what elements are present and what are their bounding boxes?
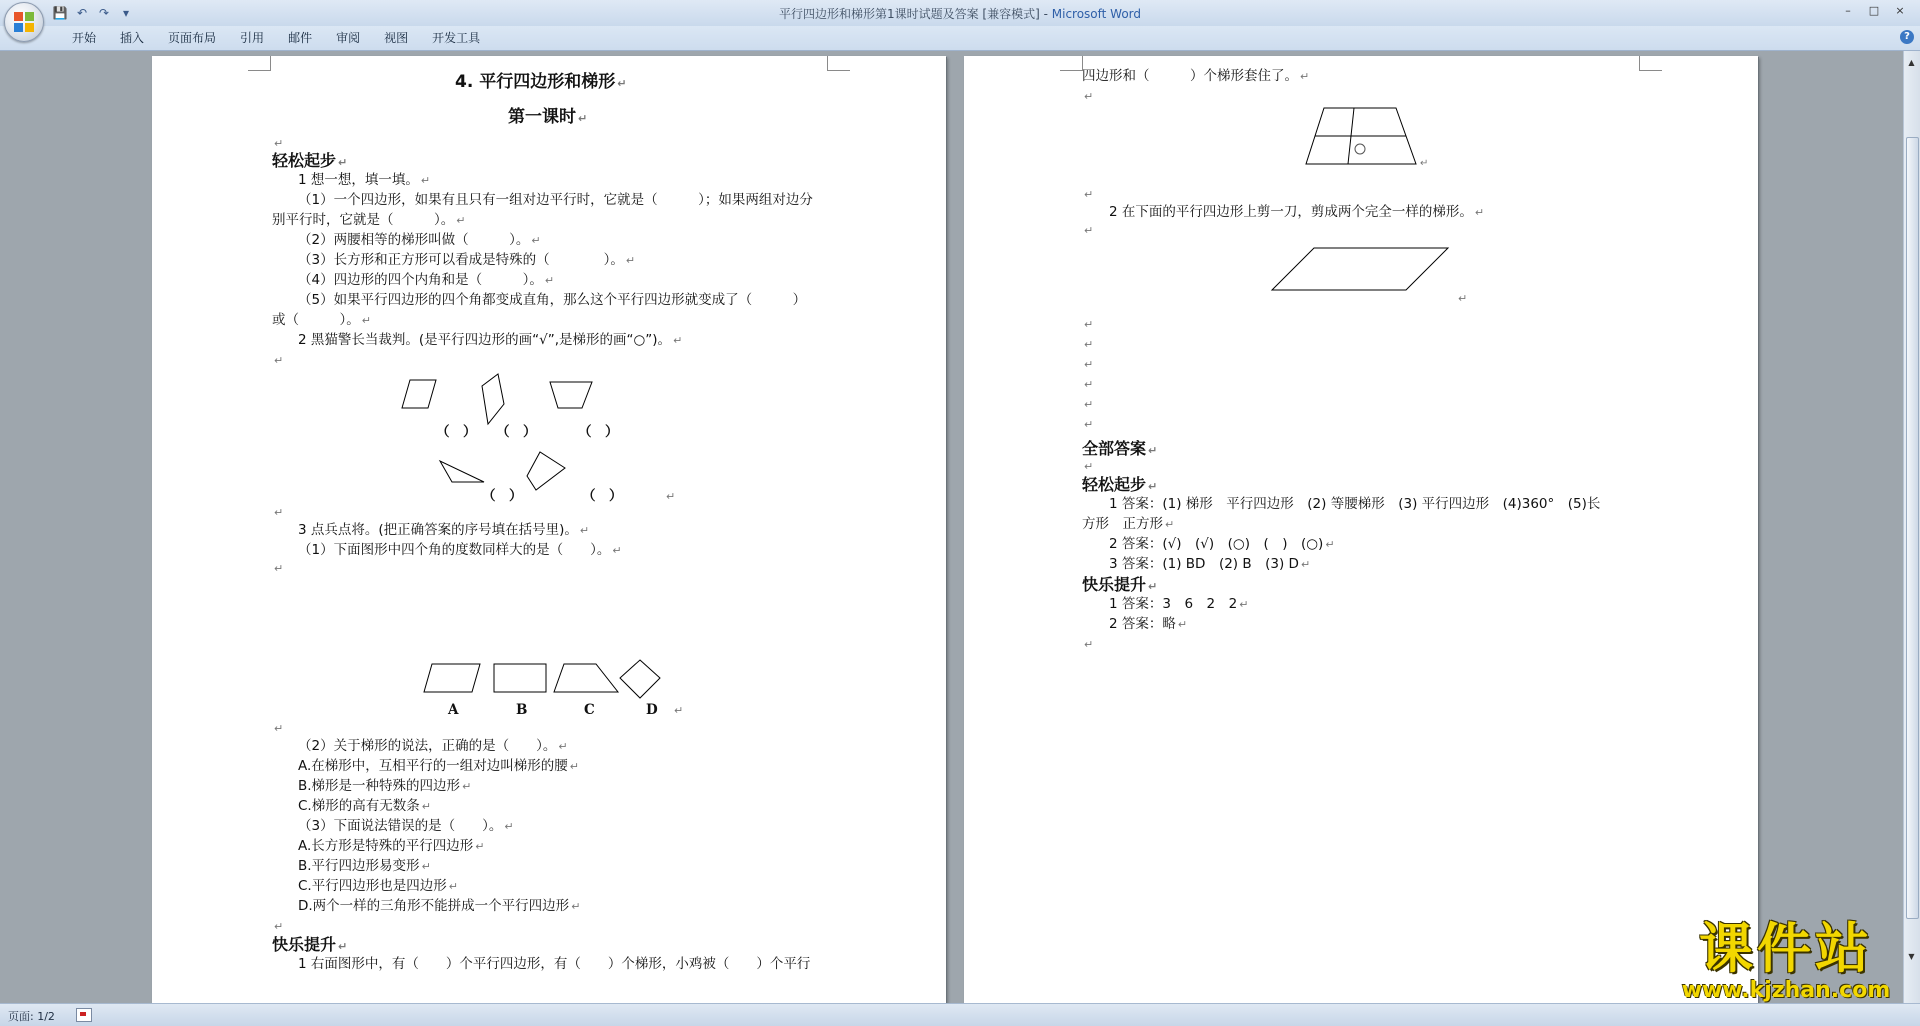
tab-references[interactable]: 引用 <box>240 31 265 45</box>
question-1-1: （1）一个四边形，如果有且只有一组对边平行时，它就是（ ）；如果两组对边分 <box>298 192 813 208</box>
question-1-4: （4）四边形的四个内角和是（ ）。 ↵ <box>298 272 555 288</box>
close-button[interactable]: × <box>1895 4 1905 17</box>
question-3-3: （3）下面说法错误的是（ ）。 ↵ <box>298 818 514 834</box>
trapezoid-figure-q4 <box>1304 106 1429 176</box>
minimize-button[interactable]: – <box>1845 4 1851 17</box>
page-1[interactable] <box>152 56 946 1006</box>
question-1-3: （3）长方形和正方形可以看成是特殊的（ ）。 ↵ <box>298 252 636 268</box>
empty-paragraph: ↵ <box>274 562 284 575</box>
empty-paragraph: ↵ <box>274 920 284 933</box>
crop-mark <box>1639 56 1662 71</box>
ribbon-tabs <box>60 30 492 46</box>
answer-5: 2 答案：略 ↵ <box>1109 616 1188 632</box>
tab-developer[interactable]: 开发工具 <box>432 31 481 45</box>
page-2[interactable] <box>964 56 1758 1006</box>
option-line: C.梯形的高有无数条 ↵ <box>298 798 431 814</box>
office-button[interactable] <box>4 2 44 42</box>
question-1-1-cont: 别平行时，它就是（ ）。 ↵ <box>272 212 466 228</box>
doc-title: 4. 平行四边形和梯形 ↵ <box>455 72 627 92</box>
status-bar <box>0 1003 1920 1026</box>
shapes-figure-q3 <box>422 660 662 700</box>
answer-blank: （ ） <box>482 488 523 504</box>
answer-blank: （ ） <box>582 488 623 504</box>
trapezoid-shape <box>550 382 592 408</box>
empty-paragraph: ↵ <box>674 704 684 717</box>
option-label-b: B <box>516 702 528 718</box>
tab-review[interactable]: 审阅 <box>336 31 361 45</box>
window-controls <box>1836 3 1912 19</box>
answer-1-cont: 方形 正方形 ↵ <box>1082 516 1175 532</box>
app-name: Microsoft Word <box>1051 7 1142 21</box>
section-heading: 轻松起步 ↵ <box>1082 475 1158 494</box>
option-line: D.两个一样的三角形不能拼成一个平行四边形 ↵ <box>298 898 581 914</box>
answer-blank: （ ） <box>436 424 477 440</box>
help-icon[interactable]: ? <box>1900 30 1914 44</box>
triangle-shape <box>440 461 484 482</box>
empty-paragraph: ↵ <box>274 137 284 150</box>
crop-mark <box>827 56 850 71</box>
scrollbar-thumb[interactable] <box>1906 137 1919 919</box>
tab-mailings[interactable]: 邮件 <box>288 31 313 45</box>
section-heading: 快乐提升 ↵ <box>1082 575 1158 594</box>
option-line: A.在梯形中，互相平行的一组对边叫梯形的腰 ↵ <box>298 758 580 774</box>
empty-paragraph: ↵ <box>1084 224 1094 237</box>
document-title: 平行四边形和梯形第1课时试题及答案 [兼容模式] - <box>778 7 1052 21</box>
question-1-2: （2）两腰相等的梯形叫做（ ）。 ↵ <box>298 232 541 248</box>
empty-paragraph: ↵ <box>1084 358 1094 371</box>
empty-paragraph: ↵ <box>1458 292 1468 305</box>
question-3-intro: 3 点兵点将。(把正确答案的序号填在括号里)。 ↵ <box>298 522 590 538</box>
question-1-5: （5）如果平行四边形的四个角都变成直角，那么这个平行四边形就变成了（ ） <box>298 292 807 308</box>
answer-2: 2 答案：(√) (√) (○) ( ) (○) ↵ <box>1109 536 1335 552</box>
option-label-c: C <box>584 702 595 718</box>
answer-1: 1 答案：(1) 梯形 平行四边形 (2) 等腰梯形 (3) 平行四边形 (4)360° (5)长 <box>1109 496 1601 512</box>
redo-icon[interactable]: ↷ <box>98 6 110 20</box>
empty-paragraph: ↵ <box>1084 398 1094 411</box>
empty-paragraph: ↵ <box>1084 418 1094 431</box>
section-heading: 快乐提升 ↵ <box>272 935 348 954</box>
answers-heading: 全部答案 ↵ <box>1082 439 1158 458</box>
empty-paragraph: ↵ <box>1084 188 1094 201</box>
tab-home[interactable]: 开始 <box>72 31 97 45</box>
tab-insert[interactable]: 插入 <box>120 31 145 45</box>
watermark-logo <box>1668 917 1904 1010</box>
option-line: C.平行四边形也是四边形 ↵ <box>298 878 458 894</box>
svg-text:↵: ↵ <box>1420 158 1429 169</box>
window-title <box>0 5 1920 22</box>
question-1-5-cont: 或（ ）。 ↵ <box>272 312 371 328</box>
question-3-1: （1）下面图形中四个角的度数同样大的是（ ）。 ↵ <box>298 542 622 558</box>
crop-mark <box>1060 56 1083 71</box>
answer-4: 1 答案：3 6 2 2 ↵ <box>1109 596 1249 612</box>
question-2-intro: 2 黑猫警长当裁判。(是平行四边形的画“√”,是梯形的画“○”)。 ↵ <box>298 332 683 348</box>
empty-paragraph: ↵ <box>274 722 284 735</box>
page-count[interactable]: 页面: 1/2 <box>8 1010 55 1023</box>
empty-paragraph: ↵ <box>1084 460 1094 473</box>
empty-paragraph: ↵ <box>666 490 676 503</box>
undo-icon[interactable]: ↶ <box>76 6 88 20</box>
answer-blank: （ ） <box>496 424 537 440</box>
parallelogram-a-shape <box>424 664 480 692</box>
answer-3: 3 答案：(1) BD (2) B (3) D ↵ <box>1109 556 1311 572</box>
maximize-button[interactable]: □ <box>1868 4 1880 17</box>
rectangle-b-shape <box>494 664 546 692</box>
option-label-d: D <box>646 702 658 718</box>
square-d-shape <box>620 660 660 698</box>
tab-view[interactable]: 视图 <box>384 31 409 45</box>
ribbon <box>0 26 1920 51</box>
scroll-up-icon[interactable]: ▲ <box>1908 58 1915 67</box>
document-area <box>0 51 1904 1003</box>
empty-paragraph: ↵ <box>1084 378 1094 391</box>
section-heading: 轻松起步 ↵ <box>272 151 348 170</box>
option-label-a: A <box>448 702 459 718</box>
watermark-text: 课件站 <box>1699 917 1873 980</box>
proofing-icon[interactable] <box>76 1008 92 1022</box>
quadrilateral-shape <box>527 452 565 490</box>
vertical-scrollbar[interactable] <box>1903 51 1920 1003</box>
watermark-url: www.kjzhan.com <box>1681 978 1891 1003</box>
doc-subtitle: 第一课时 ↵ <box>508 107 588 127</box>
parallelogram-figure-q5 <box>1270 246 1450 300</box>
option-line: A.长方形是特殊的平行四边形 ↵ <box>298 838 485 854</box>
parallelogram-cut-shape <box>1272 248 1448 290</box>
empty-paragraph: ↵ <box>1084 318 1094 331</box>
question-4: 1 右面图形中，有（ ）个平行四边形，有（ ）个梯形，小鸡被（ ）个平行 <box>298 956 811 972</box>
question-5: 2 在下面的平行四边形上剪一刀，剪成两个完全一样的梯形。 ↵ <box>1109 204 1485 220</box>
parallelogram-shape <box>402 380 436 408</box>
chick-icon <box>1355 144 1365 154</box>
empty-paragraph: ↵ <box>1084 338 1094 351</box>
empty-paragraph: ↵ <box>1084 90 1094 103</box>
answer-blank: （ ） <box>578 424 619 440</box>
question-1-intro: 1 想一想，填一填。 ↵ <box>298 172 431 188</box>
empty-paragraph: ↵ <box>274 354 284 367</box>
empty-paragraph: ↵ <box>274 506 284 519</box>
option-line: B.梯形是一种特殊的四边形 ↵ <box>298 778 472 794</box>
crop-mark <box>248 56 271 71</box>
empty-paragraph: ↵ <box>1084 638 1094 651</box>
office-logo-icon <box>14 12 34 32</box>
scroll-down-icon[interactable]: ▼ <box>1908 952 1915 961</box>
tab-page-layout[interactable]: 页面布局 <box>168 31 217 45</box>
question-4-cont: 四边形和（ ）个梯形套住了。 ↵ <box>1082 68 1310 84</box>
save-icon[interactable]: 💾 <box>52 6 68 20</box>
rhombus-shape <box>482 374 504 424</box>
question-3-2: （2）关于梯形的说法，正确的是（ ）。 ↵ <box>298 738 568 754</box>
title-bar <box>0 0 1920 27</box>
customize-qat-icon[interactable]: ▾ <box>122 6 130 20</box>
option-line: B.平行四边形易变形 ↵ <box>298 858 431 874</box>
trapezoid-c-shape <box>554 664 618 692</box>
